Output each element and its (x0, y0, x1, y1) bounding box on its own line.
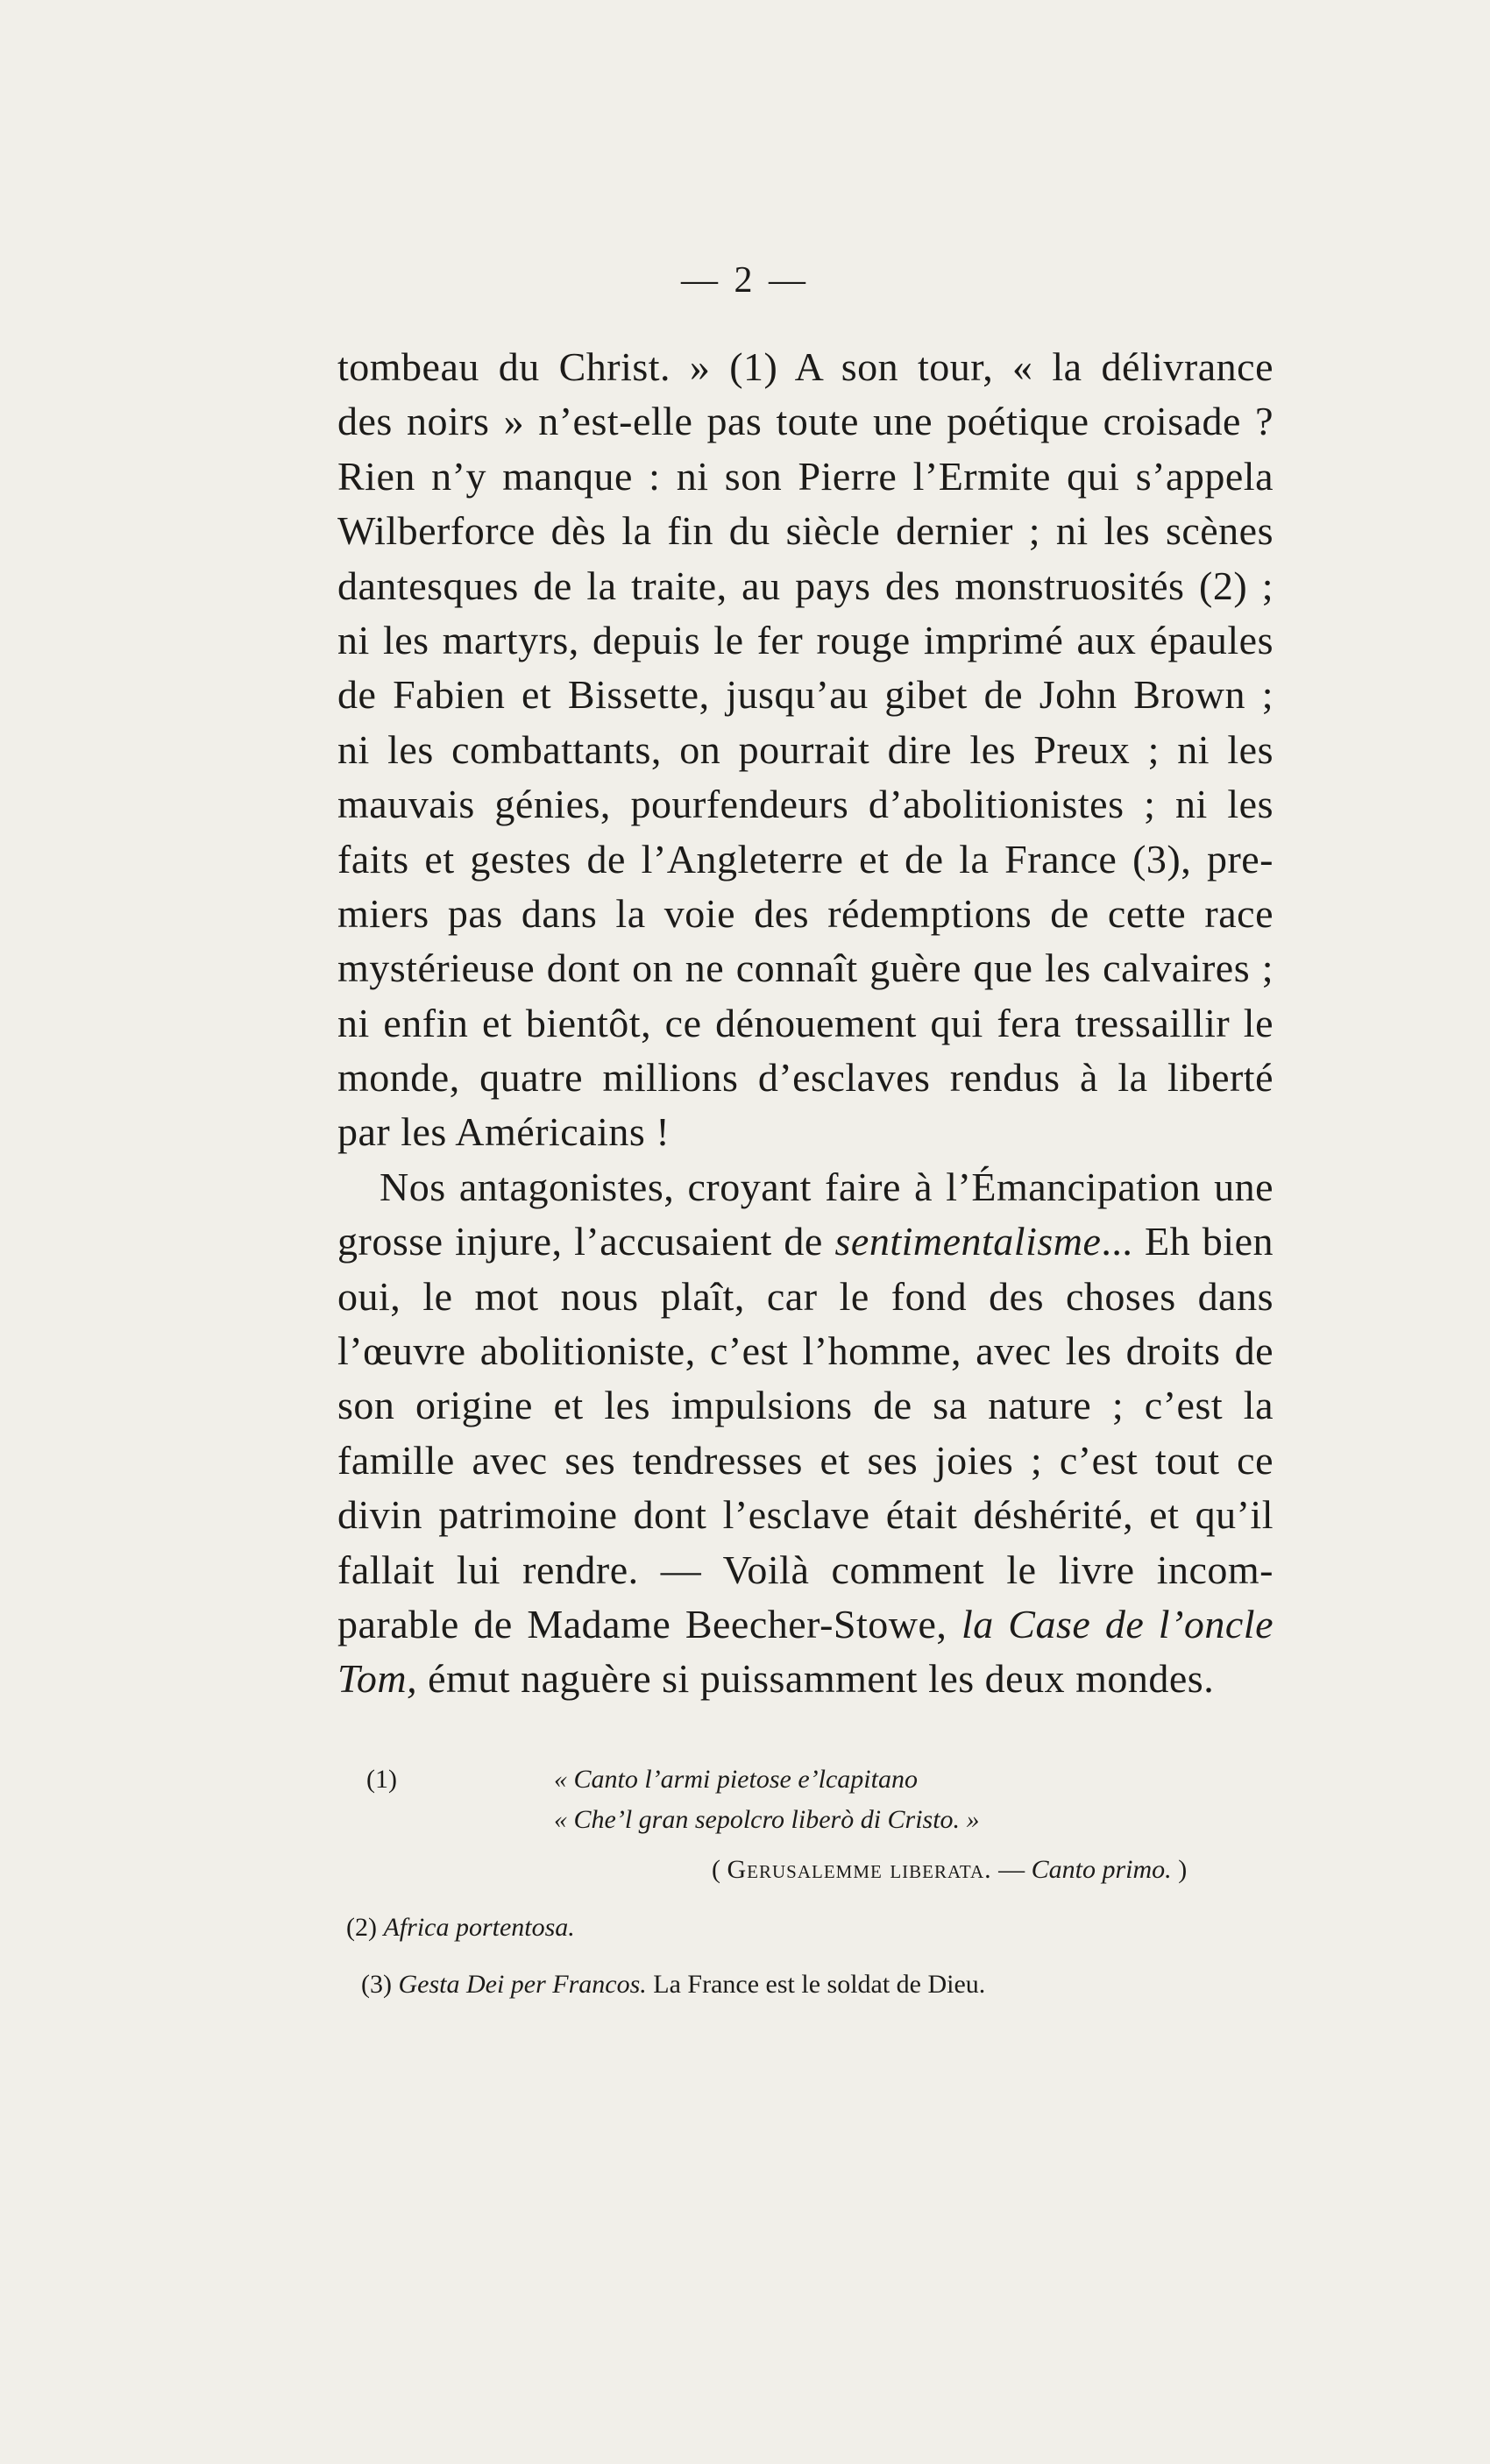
footnote-marker: (2) (346, 1913, 377, 1942)
text-line: mauvais génies, pourfendeurs d’abolitionistes ; ni les (337, 782, 1274, 827)
source-title: Gerusalemme liberata. (727, 1855, 992, 1884)
book-title: Tom, (337, 1656, 418, 1702)
text-segment: émut naguère si puissamment les deux mondes. (417, 1656, 1215, 1702)
footnote-text: Africa portentosa. (383, 1913, 575, 1942)
footnote-verse (554, 1762, 918, 1797)
text-segment: ) (1171, 1855, 1188, 1884)
text-line: dantesques de la traite, au pays des monstruosités (2) ; (337, 563, 1274, 608)
text-segment: ( (712, 1855, 727, 1884)
text-line: ni les martyrs, depuis le fer rouge imprimé aux épaules (337, 617, 1274, 662)
text-line: divin patrimoine dont l’esclave était déshérité, et qu’il (337, 1492, 1274, 1538)
footnote-marker: (1) (366, 1765, 397, 1794)
text-segment: grosse injure, l’accusaient de (337, 1219, 835, 1264)
footnote-verse (554, 1802, 980, 1837)
text-line: de Fabien et Bissette, jusqu’au gibet de John Brown ; (337, 672, 1274, 718)
footnote-source (712, 1852, 1187, 1887)
text-line: oui, le mot nous plaît, car le fond des choses dans (337, 1273, 1274, 1319)
page-number: — 2 — (681, 260, 809, 301)
text-segment: — (991, 1855, 1032, 1884)
book-title: la Case de l’oncle (961, 1601, 1274, 1646)
footnote-3 (361, 1967, 985, 2002)
text-line: famille avec ses tendresses et ses joies ; c’est tout ce (337, 1437, 1274, 1483)
text-segment: parable de Madame Beecher-Stowe, (337, 1601, 961, 1646)
text-line: Rien n’y manque : ni son Pierre l’Ermite qui s’appela (337, 453, 1274, 499)
text-line: des noirs » n’est-elle pas toute une poétique croisade ? (337, 399, 1274, 444)
footnote-italic: Gesta Dei per Francos. (398, 1970, 647, 1999)
source-canto: Canto primo. (1031, 1855, 1172, 1884)
italic-word: sentimentalisme (834, 1219, 1102, 1264)
text-line: par les Américains ! (337, 1109, 670, 1155)
footnote-2 (346, 1910, 575, 1945)
text-line: miers pas dans la voie des rédemptions de cette race (337, 890, 1274, 936)
text-line: ni enfin et bientôt, ce dénouement qui fera tressaillir le (337, 1000, 1274, 1045)
text-line: monde, quatre millions d’esclaves rendus à la liberté (337, 1055, 1274, 1101)
text-segment: ... Eh bien (1101, 1219, 1274, 1264)
text-line: son origine et les impulsions de sa nature ; c’est la (337, 1383, 1274, 1428)
text-line: tombeau du Christ. » (1) A son tour, « la délivrance (337, 344, 1274, 389)
text-line: fallait lui rendre. — Voilà comment le livre incom- (337, 1547, 1274, 1592)
verse-line: « Che’l gran sepolcro liberò di Cristo. » (554, 1805, 980, 1834)
text-line: mystérieuse dont on ne connaît guère que les calvaires ; (337, 945, 1274, 991)
footnote-text: La France est le soldat de Dieu. (646, 1970, 986, 1999)
text-line: Wilberforce dès la fin du siècle dernier ; ni les scènes (337, 508, 1274, 554)
text-line: ni les combattants, on pourrait dire les Preux ; ni les (337, 726, 1274, 772)
text-line: l’œuvre abolitioniste, c’est l’homme, avec les droits de (337, 1328, 1274, 1374)
footnote-marker: (3) (361, 1970, 392, 1999)
verse-line: « Canto l’armi pietose e’lcapitano (554, 1765, 918, 1794)
text-line: Nos antagonistes, croyant faire à l’Émancipation une (380, 1164, 1274, 1209)
text-line: faits et gestes de l’Angleterre et de la France (3), pre- (337, 836, 1274, 882)
